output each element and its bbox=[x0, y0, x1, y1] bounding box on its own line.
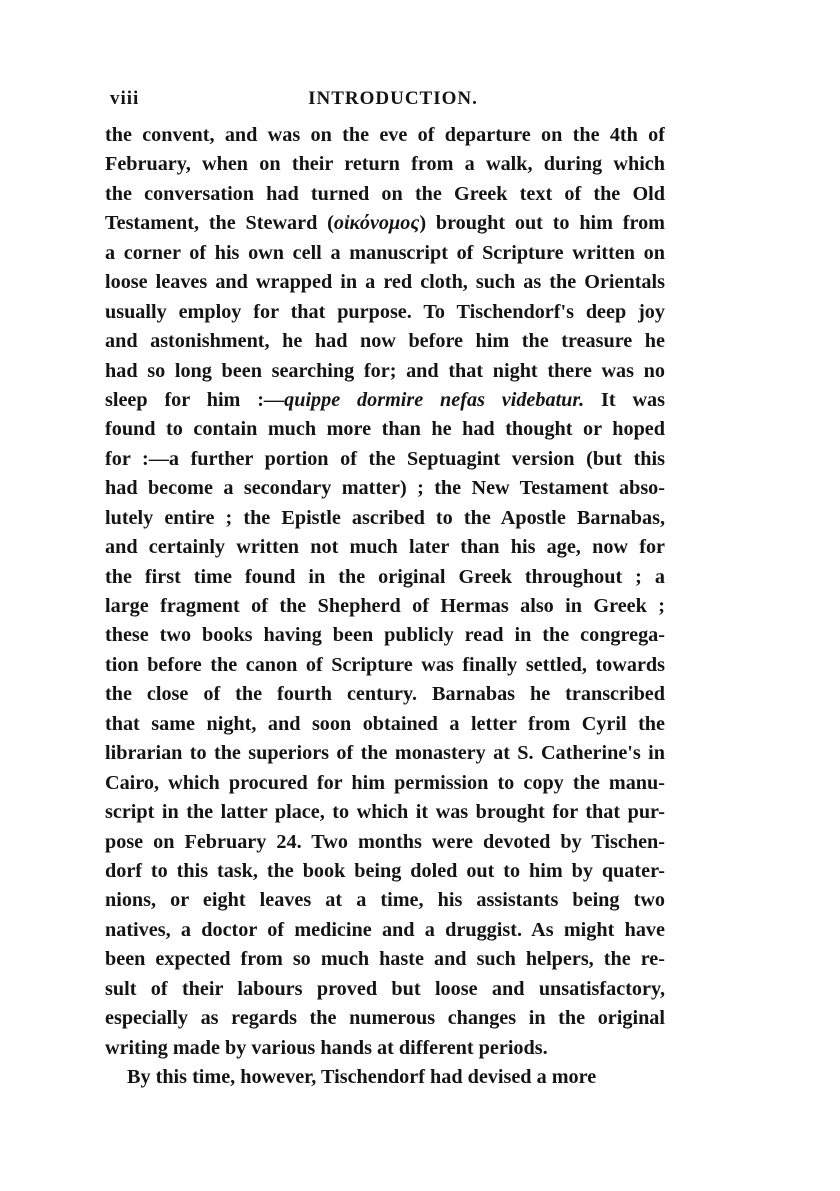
text-line bbox=[105, 150, 665, 179]
text-segment: had become a secondary matter) ; the New Testament abso- bbox=[105, 477, 665, 500]
text-line bbox=[105, 680, 665, 709]
text-line bbox=[105, 180, 665, 209]
paragraph bbox=[105, 1063, 665, 1092]
text-line bbox=[105, 828, 665, 857]
text-segment: February, when on their return from a walk, during which bbox=[105, 153, 665, 176]
text-segment: these two books having been publicly read in the congrega- bbox=[105, 624, 665, 647]
text-segment: It was bbox=[584, 388, 665, 411]
text-segment: Cairo, which procured for him permission to copy the manu- bbox=[105, 771, 665, 794]
text-segment: sult of their labours proved but loose and unsatisfactory, bbox=[105, 977, 665, 1000]
running-title: INTRODUCTION. bbox=[308, 88, 478, 109]
text-line bbox=[105, 621, 665, 650]
text-line bbox=[105, 651, 665, 680]
text-segment: Testament, the Steward ( bbox=[105, 212, 334, 235]
text-segment: and astonishment, he had now before him the treasure he bbox=[105, 330, 665, 353]
text-line bbox=[105, 563, 665, 592]
text-segment: dorf to this task, the book being doled out to him by quater- bbox=[105, 859, 665, 882]
text-segment: natives, a doctor of medicine and a druggist. As might have bbox=[105, 918, 665, 941]
text-line bbox=[105, 268, 665, 297]
text-segment: especially as regards the numerous changes in the original bbox=[105, 1007, 665, 1030]
text-line bbox=[105, 357, 665, 386]
text-segment: nions, or eight leaves at a time, his assistants being two bbox=[105, 889, 665, 912]
text-line bbox=[105, 592, 665, 621]
text-line bbox=[105, 239, 665, 268]
text-segment: the first time found in the original Greek throughout ; a bbox=[105, 565, 665, 588]
text-line bbox=[105, 121, 665, 150]
text-line bbox=[105, 798, 665, 827]
text-segment: that same night, and soon obtained a letter from Cyril the bbox=[105, 712, 665, 735]
text-line bbox=[105, 474, 665, 503]
text-segment: tion before the canon of Scripture was finally settled, towards bbox=[105, 653, 665, 676]
text-segment: usually employ for that purpose. To Tischendorf's deep joy bbox=[105, 300, 665, 323]
running-head bbox=[110, 88, 670, 118]
text-line bbox=[105, 386, 665, 415]
text-segment: the close of the fourth century. Barnabas he transcribed bbox=[105, 683, 665, 706]
text-segment: a corner of his own cell a manuscript of Scripture written on bbox=[105, 241, 665, 264]
italic-text: quippe dormire nefas videbatur. bbox=[284, 388, 585, 411]
text-line bbox=[105, 298, 665, 327]
text-line bbox=[105, 975, 665, 1004]
text-line bbox=[105, 739, 665, 768]
body-text bbox=[105, 121, 665, 1092]
text-segment: script in the latter place, to which it was brought for that pur- bbox=[105, 801, 665, 824]
text-segment: and certainly written not much later than his age, now for bbox=[105, 536, 665, 559]
text-segment: the conversation had turned on the Greek text of the Old bbox=[105, 182, 665, 205]
text-segment: been expected from so much haste and such helpers, the re- bbox=[105, 948, 665, 971]
text-line bbox=[105, 533, 665, 562]
text-segment: lutely entire ; the Epistle ascribed to the Apostle Barnabas, bbox=[105, 506, 665, 529]
text-segment: loose leaves and wrapped in a red cloth, such as the Orientals bbox=[105, 271, 665, 294]
text-line bbox=[105, 1063, 665, 1092]
text-line bbox=[105, 1034, 665, 1063]
text-segment: librarian to the superiors of the monastery at S. Catherine's in bbox=[105, 742, 665, 765]
text-segment: had so long been searching for; and that night there was no bbox=[105, 359, 665, 382]
text-line bbox=[105, 209, 665, 238]
text-segment: large fragment of the Shepherd of Hermas also in Greek ; bbox=[105, 595, 665, 617]
text-segment: sleep for him :— bbox=[105, 388, 285, 411]
text-line bbox=[105, 945, 665, 974]
text-segment: found to contain much more than he had thought or hoped bbox=[105, 418, 665, 441]
text-line bbox=[105, 1004, 665, 1033]
text-line bbox=[105, 857, 665, 886]
text-line bbox=[105, 710, 665, 739]
text-line bbox=[105, 916, 665, 945]
text-line bbox=[105, 886, 665, 915]
text-line bbox=[105, 415, 665, 444]
text-segment: pose on February 24. Two months were devoted by Tischen- bbox=[105, 830, 665, 853]
text-line bbox=[105, 327, 665, 356]
text-segment: the convent, and was on the eve of departure on the 4th of bbox=[105, 124, 665, 146]
text-line bbox=[105, 769, 665, 798]
italic-text: οἰκόνομος bbox=[333, 212, 420, 235]
text-segment: ) brought out to him from bbox=[419, 212, 665, 235]
paragraph bbox=[105, 121, 665, 1063]
text-line bbox=[105, 504, 665, 533]
text-segment: writing made by various hands at different periods. bbox=[105, 1036, 548, 1059]
text-segment: for :—a further portion of the Septuagint version (but this bbox=[105, 447, 665, 470]
text-line bbox=[105, 445, 665, 474]
page-number: viii bbox=[110, 88, 140, 109]
text-segment: By this time, however, Tischendorf had devised a more bbox=[127, 1066, 597, 1088]
